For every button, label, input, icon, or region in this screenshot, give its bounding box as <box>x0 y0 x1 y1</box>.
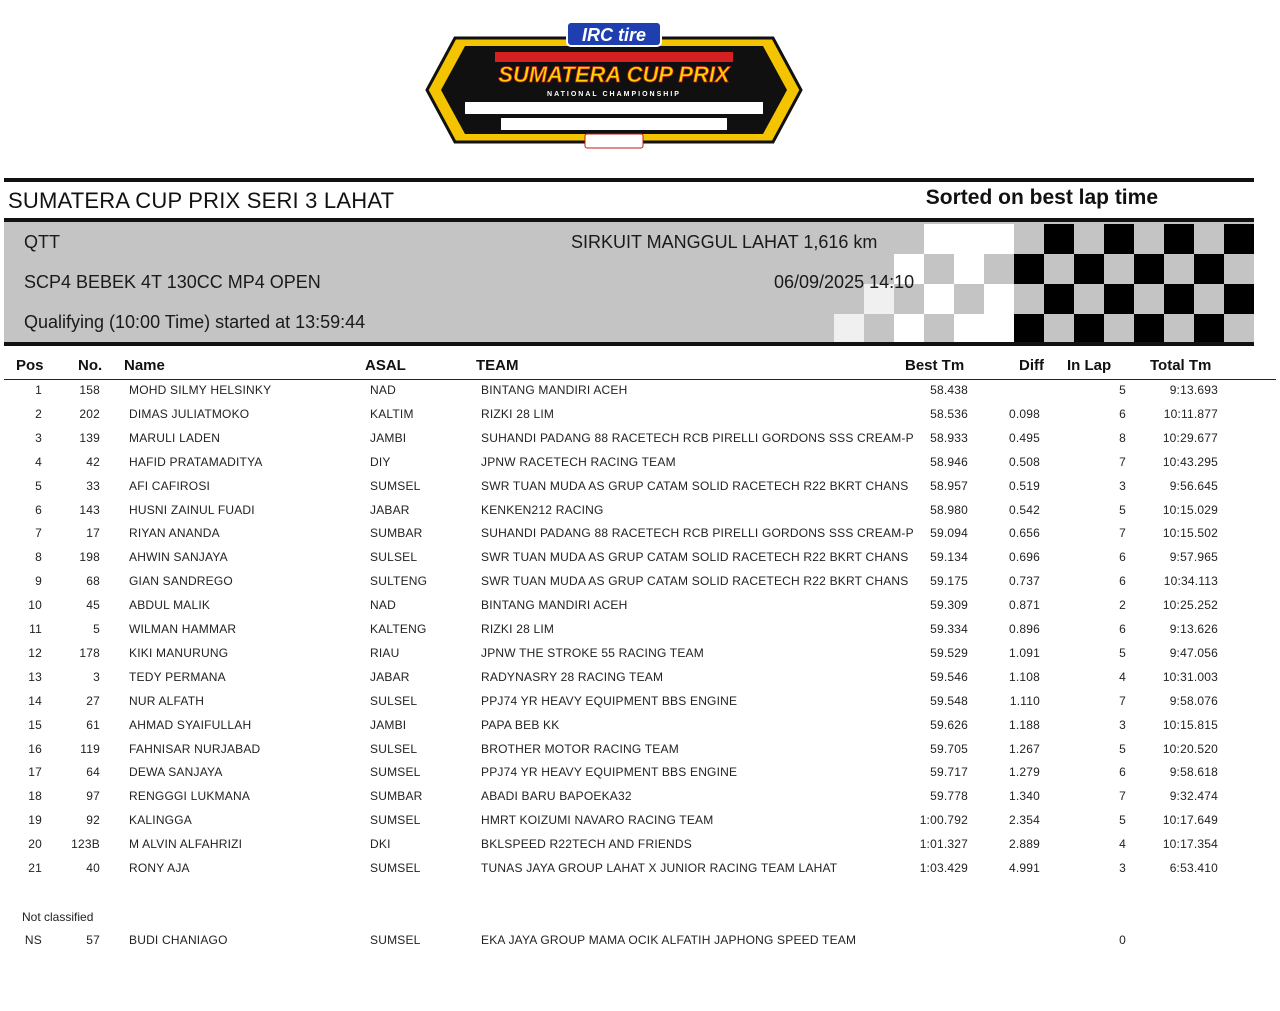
cell-best: 58.980 <box>930 502 968 517</box>
flag-square <box>1134 254 1164 284</box>
cell-total: 9:58.076 <box>1169 693 1218 708</box>
session-datetime: 06/09/2025 14:10 <box>774 272 915 292</box>
cell-total: 9:58.618 <box>1169 765 1218 780</box>
flag-square <box>834 314 864 344</box>
cell-team: HMRT KOIZUMI NAVARO RACING TEAM <box>481 813 714 828</box>
cell-pos: 11 <box>29 622 42 636</box>
cell-team: PPJ74 YR HEAVY EQUIPMENT BBS ENGINE <box>481 693 738 708</box>
not-classified-label: Not classified <box>22 910 94 924</box>
table-row <box>0 786 1280 808</box>
flag-square <box>924 284 954 314</box>
cell-best: 59.717 <box>930 765 968 780</box>
cell-no: 3 <box>93 669 100 684</box>
cell-pos: 13 <box>28 669 42 684</box>
col-diff: Diff <box>1019 357 1044 374</box>
cell-team: RIZKI 28 LIM <box>481 406 555 421</box>
cell-team: JPNW RACETECH RACING TEAM <box>481 454 676 469</box>
flag-square <box>1074 254 1104 284</box>
cell-no: 42 <box>86 454 100 469</box>
table-row <box>0 930 1280 952</box>
cell-total: 9:56.645 <box>1169 478 1218 493</box>
cell-name: MARULI LADEN <box>129 430 221 445</box>
cell-no: 33 <box>86 478 100 493</box>
table-row <box>0 810 1280 832</box>
cell-team: PPJ74 YR HEAVY EQUIPMENT BBS ENGINE <box>481 765 738 780</box>
cell-asal: SUMBAR <box>370 789 423 804</box>
cell-inlap: 5 <box>1119 383 1126 397</box>
logo-subtitle: NATIONAL CHAMPIONSHIP <box>547 91 681 98</box>
cell-team: KENKEN212 RACING <box>481 502 604 517</box>
flag-square <box>1224 284 1254 314</box>
cell-inlap: 4 <box>1119 669 1126 684</box>
cell-team: BINTANG MANDIRI ACEH <box>481 598 628 613</box>
cell-name: KIKI MANURUNG <box>129 645 229 660</box>
flag-square <box>954 314 984 344</box>
cell-team: ABADI BARU BAPOEKA32 <box>481 789 632 804</box>
cell-diff: 0.696 <box>1008 550 1040 565</box>
cell-total: 10:17.354 <box>1162 837 1218 852</box>
cell-inlap: 3 <box>1119 478 1126 493</box>
flag-square <box>1014 254 1044 284</box>
cell-team: SUHANDI PADANG 88 RACETECH RCB PIRELLI GORDONS SSS CREAM-P <box>481 430 914 445</box>
cell-inlap: 6 <box>1119 550 1126 565</box>
cell-best: 58.957 <box>930 478 968 493</box>
cell-no: 17 <box>86 526 100 541</box>
cell-diff: 0.871 <box>1008 598 1040 613</box>
flag-square <box>1014 314 1044 344</box>
cell-pos: 6 <box>35 502 42 517</box>
cell-no: 178 <box>79 645 100 660</box>
cell-asal: SULSEL <box>370 550 418 565</box>
flag-square <box>954 224 984 254</box>
cell-best: 58.946 <box>930 454 968 469</box>
cell-best: 59.175 <box>930 574 968 589</box>
cell-pos: 21 <box>28 861 42 875</box>
cell-asal: DKI <box>370 837 391 852</box>
cell-name: RENGGGI LUKMANA <box>129 789 251 804</box>
cell-diff: 0.495 <box>1008 430 1040 445</box>
cell-best: 59.309 <box>930 598 968 613</box>
cell-pos: 16 <box>28 741 42 756</box>
table-row <box>0 547 1280 569</box>
table-row <box>0 380 1280 402</box>
cell-pos: 19 <box>28 813 42 828</box>
table-row <box>0 452 1280 474</box>
cell-team: RIZKI 28 LIM <box>481 622 555 636</box>
cell-name: NUR ALFATH <box>129 693 205 708</box>
flag-square <box>924 224 954 254</box>
flag-square <box>894 314 924 344</box>
cell-best: 59.546 <box>930 669 968 684</box>
cell-pos: 10 <box>28 598 42 613</box>
cell-no: 123B <box>71 837 100 852</box>
cell-team: SWR TUAN MUDA AS GRUP CATAM SOLID RACETECH R22 BKRT CHANS <box>481 478 909 493</box>
flag-square <box>1164 284 1194 314</box>
cell-best: 59.134 <box>930 550 968 565</box>
cell-inlap: 5 <box>1119 813 1126 828</box>
cell-no: 5 <box>93 622 100 636</box>
cell-asal: JAMBI <box>370 717 407 732</box>
cell-diff: 1.340 <box>1008 789 1040 804</box>
cell-inlap: 0 <box>1119 933 1126 947</box>
table-row <box>0 619 1280 641</box>
results-table-header <box>4 356 1276 380</box>
cell-team: SWR TUAN MUDA AS GRUP CATAM SOLID RACETECH R22 BKRT CHANS <box>481 574 909 589</box>
cell-name: M ALVIN ALFAHRIZI <box>129 837 243 852</box>
cell-pos: 8 <box>35 550 42 565</box>
cell-pos: 3 <box>35 430 42 445</box>
logo-title: SUMATERA CUP PRIX <box>498 62 730 87</box>
cell-total: 9:13.626 <box>1169 622 1218 636</box>
cell-team: JPNW THE STROKE 55 RACING TEAM <box>481 645 704 660</box>
cell-no: 27 <box>86 693 100 708</box>
cell-inlap: 5 <box>1119 645 1126 660</box>
cell-asal: SUMSEL <box>370 478 421 493</box>
cell-pos: NS <box>24 933 42 947</box>
cell-name: RIYAN ANANDA <box>129 526 220 541</box>
cell-asal: SULSEL <box>370 741 418 756</box>
col-no: No. <box>78 357 103 374</box>
event-title: SUMATERA CUP PRIX SERI 3 LAHAT <box>8 188 395 213</box>
cell-pos: 14 <box>28 693 42 708</box>
cell-inlap: 4 <box>1119 837 1126 852</box>
cell-total: 10:43.295 <box>1162 454 1218 469</box>
circuit-name: SIRKUIT MANGGUL LAHAT 1,616 km <box>571 232 878 252</box>
cell-total: 10:15.502 <box>1162 526 1218 541</box>
cell-inlap: 2 <box>1119 598 1126 613</box>
flag-square <box>984 224 1014 254</box>
cell-asal: SULSEL <box>370 693 418 708</box>
cell-name: AHWIN SANJAYA <box>129 550 228 565</box>
table-row <box>0 500 1280 522</box>
flag-square <box>1164 224 1194 254</box>
flag-square <box>954 254 984 284</box>
cell-no: 68 <box>86 574 100 589</box>
cell-diff: 1.110 <box>1009 693 1040 708</box>
table-row <box>0 476 1280 498</box>
title-bar <box>4 178 1254 216</box>
cell-asal: SUMSEL <box>370 933 421 947</box>
cell-diff: 0.098 <box>1008 406 1040 421</box>
cell-team: BINTANG MANDIRI ACEH <box>481 383 628 397</box>
cell-inlap: 6 <box>1119 406 1126 421</box>
cell-total: 10:11.877 <box>1163 406 1218 421</box>
cell-total: 10:20.520 <box>1162 741 1218 756</box>
table-row <box>0 667 1280 689</box>
cell-diff: 1.267 <box>1008 741 1040 756</box>
flag-square <box>984 314 1014 344</box>
flag-square <box>1044 224 1074 254</box>
sumatera-cup-prix-logo <box>425 20 803 160</box>
cell-team: BKLSPEED R22TECH AND FRIENDS <box>481 837 692 852</box>
cell-inlap: 7 <box>1119 526 1126 541</box>
cell-name: AFI CAFIROSI <box>129 478 211 493</box>
session-info-box <box>4 218 1254 346</box>
cell-pos: 4 <box>35 454 42 469</box>
table-row <box>0 762 1280 784</box>
cell-inlap: 3 <box>1119 861 1126 875</box>
cell-asal: JABAR <box>370 669 410 684</box>
cell-diff: 0.737 <box>1008 574 1040 589</box>
qualifying-info: Qualifying (10:00 Time) started at 13:59:44 <box>24 312 366 332</box>
cell-no: 158 <box>79 383 100 397</box>
class-name: SCP4 BEBEK 4T 130CC MP4 OPEN <box>24 272 321 292</box>
cell-pos: 9 <box>35 574 42 589</box>
cell-total: 9:32.474 <box>1169 789 1218 804</box>
cell-best: 59.334 <box>930 622 968 636</box>
cell-total: 9:13.693 <box>1169 383 1218 397</box>
cell-no: 92 <box>86 813 100 828</box>
cell-total: 10:31.003 <box>1162 669 1218 684</box>
cell-diff: 0.519 <box>1008 478 1040 493</box>
cell-name: FAHNISAR NURJABAD <box>129 741 261 756</box>
table-row <box>0 834 1280 856</box>
cell-asal: KALTIM <box>370 406 414 421</box>
cell-diff: 1.279 <box>1008 765 1040 780</box>
col-team: TEAM <box>476 357 519 374</box>
sort-label: Sorted on best lap time <box>925 186 1158 209</box>
cell-inlap: 6 <box>1119 765 1126 780</box>
flag-square <box>1044 284 1074 314</box>
col-in-lap: In Lap <box>1067 357 1112 374</box>
cell-name: DEWA SANJAYA <box>129 765 223 780</box>
cell-inlap: 5 <box>1119 502 1126 517</box>
col-total-time: Total Tm <box>1150 357 1212 374</box>
cell-pos: 2 <box>35 406 42 421</box>
cell-pos: 15 <box>28 717 42 732</box>
table-row <box>0 739 1280 761</box>
cell-asal: DIY <box>370 454 391 469</box>
cell-name: BUDI CHANIAGO <box>129 933 228 947</box>
cell-diff: 4.991 <box>1008 861 1040 875</box>
cell-name: WILMAN HAMMAR <box>129 622 237 636</box>
cell-name: ABDUL MALIK <box>129 598 211 613</box>
cell-pos: 17 <box>28 765 42 780</box>
cell-asal: SUMBAR <box>370 526 423 541</box>
cell-pos: 20 <box>28 837 42 852</box>
cell-diff: 0.508 <box>1008 454 1040 469</box>
cell-inlap: 3 <box>1119 717 1126 732</box>
table-row <box>0 715 1280 737</box>
table-row <box>0 595 1280 617</box>
cell-asal: NAD <box>370 383 396 397</box>
cell-no: 40 <box>86 861 100 875</box>
cell-name: GIAN SANDREGO <box>129 574 233 589</box>
cell-asal: SUMSEL <box>370 765 421 780</box>
cell-diff: 0.656 <box>1008 526 1040 541</box>
cell-diff: 0.896 <box>1008 622 1040 636</box>
cell-pos: 1 <box>35 383 42 397</box>
cell-best: 58.933 <box>930 430 968 445</box>
cell-team: SUHANDI PADANG 88 RACETECH RCB PIRELLI GORDONS SSS CREAM-P <box>481 526 914 541</box>
cell-total: 10:29.677 <box>1162 430 1218 445</box>
cell-inlap: 7 <box>1119 454 1126 469</box>
cell-inlap: 7 <box>1119 789 1126 804</box>
cell-best: 1:03.429 <box>919 861 968 875</box>
cell-team: EKA JAYA GROUP MAMA OCIK ALFATIH JAPHONG SPEED TEAM <box>481 933 857 947</box>
cell-name: HUSNI ZAINUL FUADI <box>129 502 255 517</box>
flag-square <box>1194 254 1224 284</box>
cell-asal: JAMBI <box>370 430 407 445</box>
cell-team: TUNAS JAYA GROUP LAHAT X JUNIOR RACING TEAM LAHAT <box>481 861 838 875</box>
cell-total: 6:53.410 <box>1169 861 1218 875</box>
cell-best: 58.536 <box>930 406 968 421</box>
cell-best: 58.438 <box>930 383 968 397</box>
col-name: Name <box>124 357 165 374</box>
cell-pos: 5 <box>35 478 42 493</box>
table-row <box>0 691 1280 713</box>
table-row <box>0 428 1280 450</box>
cell-diff: 1.188 <box>1008 717 1040 732</box>
cell-inlap: 5 <box>1119 741 1126 756</box>
flag-square <box>1134 314 1164 344</box>
flag-square <box>984 284 1014 314</box>
cell-diff: 1.091 <box>1008 645 1040 660</box>
cell-no: 57 <box>86 933 100 947</box>
flag-square <box>1224 224 1254 254</box>
col-asal: ASAL <box>365 357 406 374</box>
cell-pos: 18 <box>28 789 42 804</box>
flag-square <box>1104 284 1134 314</box>
cell-no: 143 <box>79 502 100 517</box>
cell-diff: 2.354 <box>1008 813 1040 828</box>
cell-asal: KALTENG <box>370 622 427 636</box>
cell-no: 119 <box>80 741 100 756</box>
cell-team: BROTHER MOTOR RACING TEAM <box>481 741 679 756</box>
cell-team: RADYNASRY 28 RACING TEAM <box>481 669 664 684</box>
cell-best: 1:00.792 <box>919 813 968 828</box>
cell-no: 139 <box>79 430 100 445</box>
flag-square <box>1194 314 1224 344</box>
cell-diff: 2.889 <box>1008 837 1040 852</box>
cell-name: DIMAS JULIATMOKO <box>129 406 250 421</box>
table-row <box>0 404 1280 426</box>
cell-no: 202 <box>79 406 100 421</box>
cell-name: TEDY PERMANA <box>129 669 226 684</box>
cell-inlap: 6 <box>1119 622 1126 636</box>
table-row <box>0 643 1280 665</box>
cell-team: SWR TUAN MUDA AS GRUP CATAM SOLID RACETECH R22 BKRT CHANS <box>481 550 909 565</box>
cell-name: MOHD SILMY HELSINKY <box>129 383 272 397</box>
cell-pos: 12 <box>28 645 42 660</box>
cell-best: 59.529 <box>930 645 968 660</box>
cell-no: 64 <box>86 765 100 780</box>
cell-no: 198 <box>79 550 100 565</box>
cell-best: 59.548 <box>930 693 968 708</box>
session-type: QTT <box>24 232 60 252</box>
cell-inlap: 8 <box>1119 430 1126 445</box>
cell-no: 45 <box>86 598 100 613</box>
cell-name: KALINGGA <box>129 813 192 828</box>
cell-team: PAPA BEB KK <box>481 717 560 732</box>
col-best-time: Best Tm <box>905 357 965 374</box>
col-pos: Pos <box>16 357 44 374</box>
cell-total: 9:47.056 <box>1169 645 1218 660</box>
cell-best: 59.626 <box>930 717 968 732</box>
cell-asal: NAD <box>370 598 396 613</box>
cell-pos: 7 <box>35 526 42 541</box>
cell-no: 97 <box>86 789 100 804</box>
cell-diff: 1.108 <box>1008 669 1040 684</box>
table-row <box>0 571 1280 593</box>
cell-asal: RIAU <box>370 645 400 660</box>
cell-total: 10:25.252 <box>1162 598 1218 613</box>
cell-name: AHMAD SYAIFULLAH <box>129 717 252 732</box>
flag-square <box>1104 224 1134 254</box>
table-row <box>0 858 1280 880</box>
cell-asal: SUMSEL <box>370 861 421 875</box>
cell-total: 10:34.113 <box>1163 574 1218 589</box>
cell-asal: SUMSEL <box>370 813 421 828</box>
cell-asal: SULTENG <box>370 574 428 589</box>
cell-name: RONY AJA <box>129 861 190 875</box>
cell-no: 61 <box>86 717 100 732</box>
cell-best: 59.094 <box>930 526 968 541</box>
cell-total: 10:15.815 <box>1162 717 1218 732</box>
cell-inlap: 7 <box>1119 693 1126 708</box>
cell-asal: JABAR <box>370 502 410 517</box>
cell-total: 10:15.029 <box>1162 502 1218 517</box>
cell-best: 59.705 <box>930 741 968 756</box>
cell-best: 1:01.327 <box>919 837 968 852</box>
cell-total: 9:57.965 <box>1169 550 1218 565</box>
flag-square <box>1074 314 1104 344</box>
cell-inlap: 6 <box>1119 574 1126 589</box>
cell-total: 10:17.649 <box>1162 813 1218 828</box>
cell-diff: 0.542 <box>1008 502 1040 517</box>
cell-name: HAFID PRATAMADITYA <box>129 454 263 469</box>
cell-best: 59.778 <box>930 789 968 804</box>
table-row <box>0 523 1280 545</box>
logo-brand: IRC tire <box>581 25 647 45</box>
